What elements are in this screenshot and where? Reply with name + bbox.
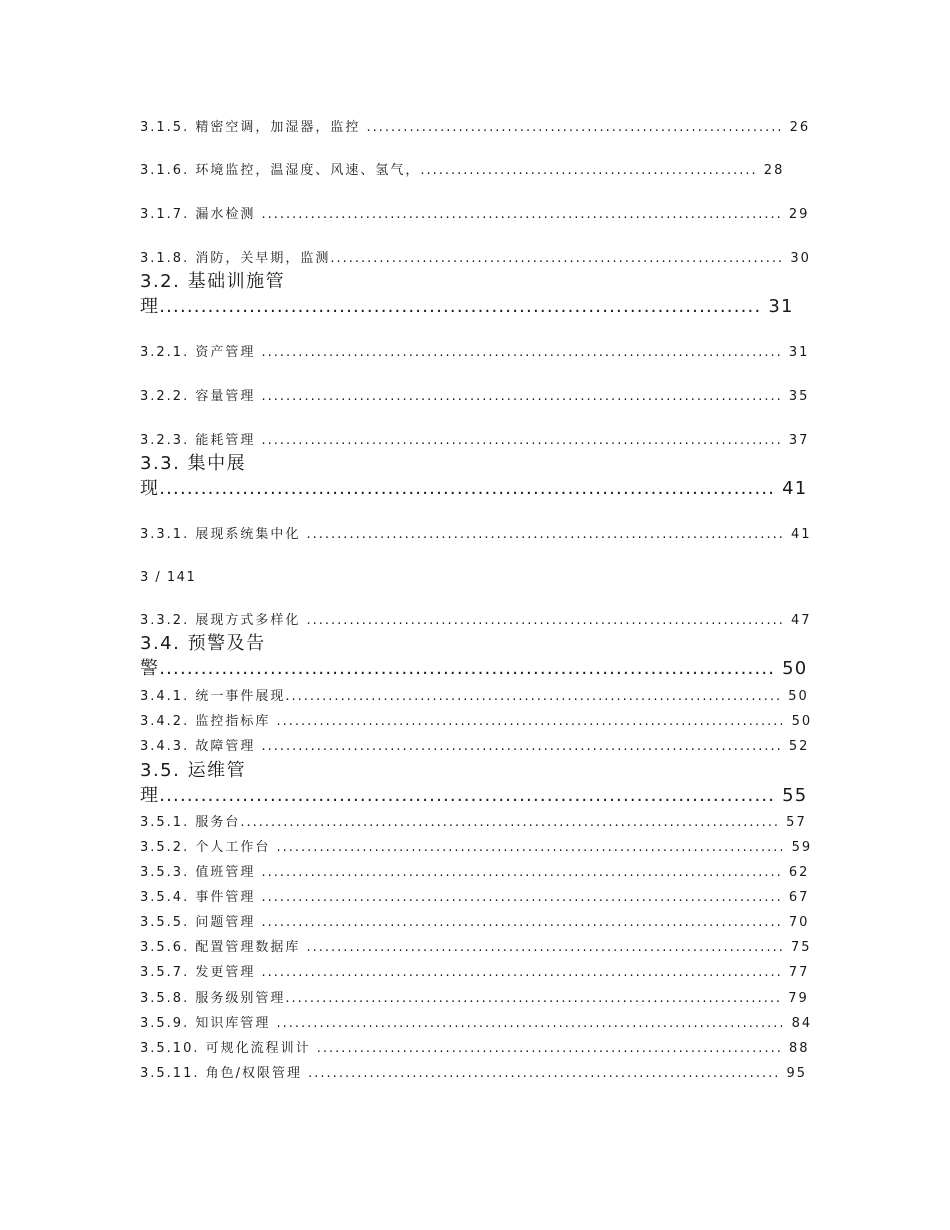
toc-page-number: 35 [788, 389, 810, 404]
toc-entry-title: 知识库管理 [195, 1016, 271, 1031]
toc-section-number: 3.2. [140, 271, 181, 292]
toc-entry-number: 3.1.6. [140, 163, 190, 178]
toc-leader: ....................................................... [420, 163, 758, 178]
toc-entry[interactable] [140, 1015, 812, 1033]
toc-page-number: 26 [789, 120, 811, 135]
toc-leader: .............................................................................. [306, 613, 785, 628]
toc-leader: ..................................................................................... [261, 207, 783, 222]
toc-section-heading[interactable] [140, 633, 266, 655]
toc-entry[interactable] [140, 162, 784, 180]
toc-entry-title: 发更管理 [195, 965, 256, 980]
toc-leader: ..................................................................................... [261, 433, 783, 448]
toc-entry-number: 3.5.1. [140, 815, 190, 830]
toc-entry-number: 3.5.6. [140, 940, 190, 955]
toc-entry-title: 可规化流程训计 [205, 1041, 311, 1056]
toc-leader: ..................................................................................... [261, 890, 783, 905]
toc-leader: ..................................................................................... [261, 965, 783, 980]
toc-entry-title: 问题管理 [195, 915, 256, 930]
toc-entry-number: 3.1.5. [140, 120, 190, 135]
toc-entry[interactable] [140, 839, 812, 857]
toc-entry[interactable] [140, 250, 811, 268]
toc-entry-number: 3.2.1. [140, 345, 190, 360]
toc-entry-title: 展现系统集中化 [195, 527, 301, 542]
toc-entry[interactable] [140, 344, 809, 362]
toc-entry[interactable] [140, 939, 812, 957]
toc-page-number: 84 [791, 1016, 813, 1031]
toc-section-heading-continued[interactable] [140, 478, 807, 500]
toc-page-number: 70 [788, 915, 810, 930]
toc-section-title: 集中展 [187, 453, 247, 474]
toc-page-number: 59 [791, 840, 813, 855]
toc-entry-title: 能耗管理 [195, 433, 256, 448]
toc-entry-title: 监控指标库 [195, 714, 271, 729]
toc-leader: ..................................................................................... [261, 389, 783, 404]
toc-section-heading-continued[interactable] [140, 658, 807, 680]
toc-section-title: 基础训施管 [187, 271, 286, 292]
toc-page-number: 30 [790, 251, 811, 266]
toc-page-number: 79 [788, 991, 809, 1006]
toc-page-number: 50 [788, 689, 809, 704]
toc-leader: ..................................................................................... [261, 739, 783, 754]
toc-page-number: 95 [786, 1066, 808, 1081]
toc-entry-number: 3.5.8. [140, 991, 190, 1006]
toc-leader: ................................................................................... [276, 840, 786, 855]
toc-entry[interactable] [140, 1040, 810, 1058]
toc-page-number: 41 [782, 478, 808, 499]
toc-page-number: 55 [782, 785, 808, 806]
toc-leader: .............................................................................. [306, 940, 785, 955]
toc-entry[interactable] [140, 814, 807, 832]
toc-entry-number: 3.5.3. [140, 865, 190, 880]
toc-leader: ..................................................................................... [261, 915, 783, 930]
toc-section-number: 3.4. [140, 633, 181, 654]
toc-entry-number: 3.3.1. [140, 527, 190, 542]
toc-section-title-end: 理 [140, 785, 160, 806]
toc-entry-number: 3.2.2. [140, 389, 190, 404]
toc-leader: ................................................................................... [276, 714, 786, 729]
toc-entry-title: 展现方式多样化 [195, 613, 301, 628]
toc-entry-number: 3.4.2. [140, 714, 190, 729]
toc-section-title-end: 警 [140, 658, 160, 679]
toc-page-number: 52 [788, 739, 810, 754]
toc-leader: .......................................................................... [330, 251, 785, 266]
toc-entry-title: 容量管理 [195, 389, 256, 404]
toc-entry[interactable] [140, 526, 812, 544]
toc-entry[interactable] [140, 612, 812, 630]
toc-entry-title: 精密空调，加湿器，监控 [195, 120, 361, 135]
toc-leader: ..................................................................................... [261, 865, 783, 880]
toc-entry[interactable] [140, 713, 812, 731]
toc-section-heading[interactable] [140, 271, 285, 293]
toc-section-number: 3.3. [140, 453, 181, 474]
toc-page-number: 31 [768, 296, 794, 317]
toc-entry-title: 消防，关早期，监测 [195, 251, 331, 266]
toc-entry-title: 环境监控，温湿度、风速、氢气， [195, 163, 421, 178]
toc-entry-title: 服务台 [195, 815, 241, 830]
toc-entry[interactable] [140, 688, 809, 706]
toc-section-title: 运维管 [187, 760, 247, 781]
toc-section-heading-continued[interactable] [140, 296, 794, 318]
toc-section-heading-continued[interactable] [140, 785, 807, 807]
toc-leader: ................................................................................. [285, 689, 783, 704]
toc-entry-number: 3.5.10. [140, 1041, 200, 1056]
toc-page-number: 88 [788, 1041, 810, 1056]
toc-entry[interactable] [140, 914, 809, 932]
toc-page-number: 57 [786, 815, 807, 830]
toc-entry-title: 值班管理 [195, 865, 256, 880]
toc-entry-number: 3.5.4. [140, 890, 190, 905]
toc-entry-title: 漏水检测 [195, 207, 256, 222]
toc-entry-number: 3.5.9. [140, 1016, 190, 1031]
toc-entry-number: 3.5.7. [140, 965, 190, 980]
toc-entry-number: 3.4.1. [140, 689, 190, 704]
toc-section-heading[interactable] [140, 760, 246, 782]
toc-entry-title: 事件管理 [195, 890, 256, 905]
toc-page-number: 67 [788, 890, 810, 905]
toc-entry[interactable] [140, 206, 809, 224]
toc-entry[interactable] [140, 119, 810, 137]
toc-entry-title: 服务级别管理 [195, 991, 286, 1006]
toc-leader: ................................................................................... [276, 1016, 786, 1031]
toc-section-title-end: 现 [140, 478, 160, 499]
toc-entry[interactable] [140, 1065, 807, 1083]
toc-entry-title: 统一事件展现 [195, 689, 286, 704]
toc-entry-title: 角色/权限管理 [205, 1066, 303, 1081]
toc-page-number: 28 [763, 163, 785, 178]
toc-entry-title: 配置管理数据库 [195, 940, 301, 955]
toc-leader: ................................................................................. [285, 991, 783, 1006]
page-indicator: 3 / 141 [140, 570, 197, 585]
toc-entry-number: 3.3.2. [140, 613, 190, 628]
toc-page-number: 50 [791, 714, 813, 729]
toc-entry-title: 故障管理 [195, 739, 256, 754]
toc-page-number: 75 [790, 940, 812, 955]
toc-entry-number: 3.1.8. [140, 251, 190, 266]
toc-entry-number: 3.4.3. [140, 739, 190, 754]
toc-section-title: 预警及告 [187, 633, 266, 654]
toc-entry-title: 资产管理 [195, 345, 256, 360]
toc-page-number: 41 [790, 527, 812, 542]
toc-leader: ....................................................................................... [159, 296, 762, 317]
toc-leader: ......................................................................................... [159, 785, 776, 806]
toc-entry[interactable] [140, 864, 809, 882]
toc-leader: ..................................................................................... [261, 345, 783, 360]
toc-entry[interactable] [140, 432, 809, 450]
toc-entry-title: 个人工作台 [195, 840, 271, 855]
toc-page-number: 50 [782, 658, 808, 679]
toc-page-number: 37 [788, 433, 810, 448]
toc-entry[interactable] [140, 889, 809, 907]
toc-entry[interactable] [140, 964, 809, 982]
toc-entry[interactable] [140, 738, 809, 756]
toc-page-number: 77 [788, 965, 810, 980]
toc-leader: ........................................................................................ [240, 815, 781, 830]
toc-page-number: 47 [790, 613, 812, 628]
toc-leader: .................................................................... [366, 120, 784, 135]
toc-leader: ............................................................................. [308, 1066, 781, 1081]
toc-leader: ............................................................................ [316, 1041, 783, 1056]
toc-section-title-end: 理 [140, 296, 160, 317]
toc-entry-number: 3.5.2. [140, 840, 190, 855]
toc-page-number: 29 [788, 207, 810, 222]
toc-leader: ......................................................................................... [159, 478, 776, 499]
toc-leader: .............................................................................. [306, 527, 785, 542]
toc-page-number: 62 [788, 865, 810, 880]
toc-leader: ......................................................................................... [159, 658, 776, 679]
toc-entry-number: 3.2.3. [140, 433, 190, 448]
toc-section-heading[interactable] [140, 453, 246, 475]
toc-section-number: 3.5. [140, 760, 181, 781]
toc-page-number: 31 [788, 345, 810, 360]
toc-entry[interactable] [140, 990, 809, 1008]
toc-entry-number: 3.5.5. [140, 915, 190, 930]
toc-entry[interactable] [140, 388, 809, 406]
toc-entry-number: 3.1.7. [140, 207, 190, 222]
toc-entry-number: 3.5.11. [140, 1066, 200, 1081]
